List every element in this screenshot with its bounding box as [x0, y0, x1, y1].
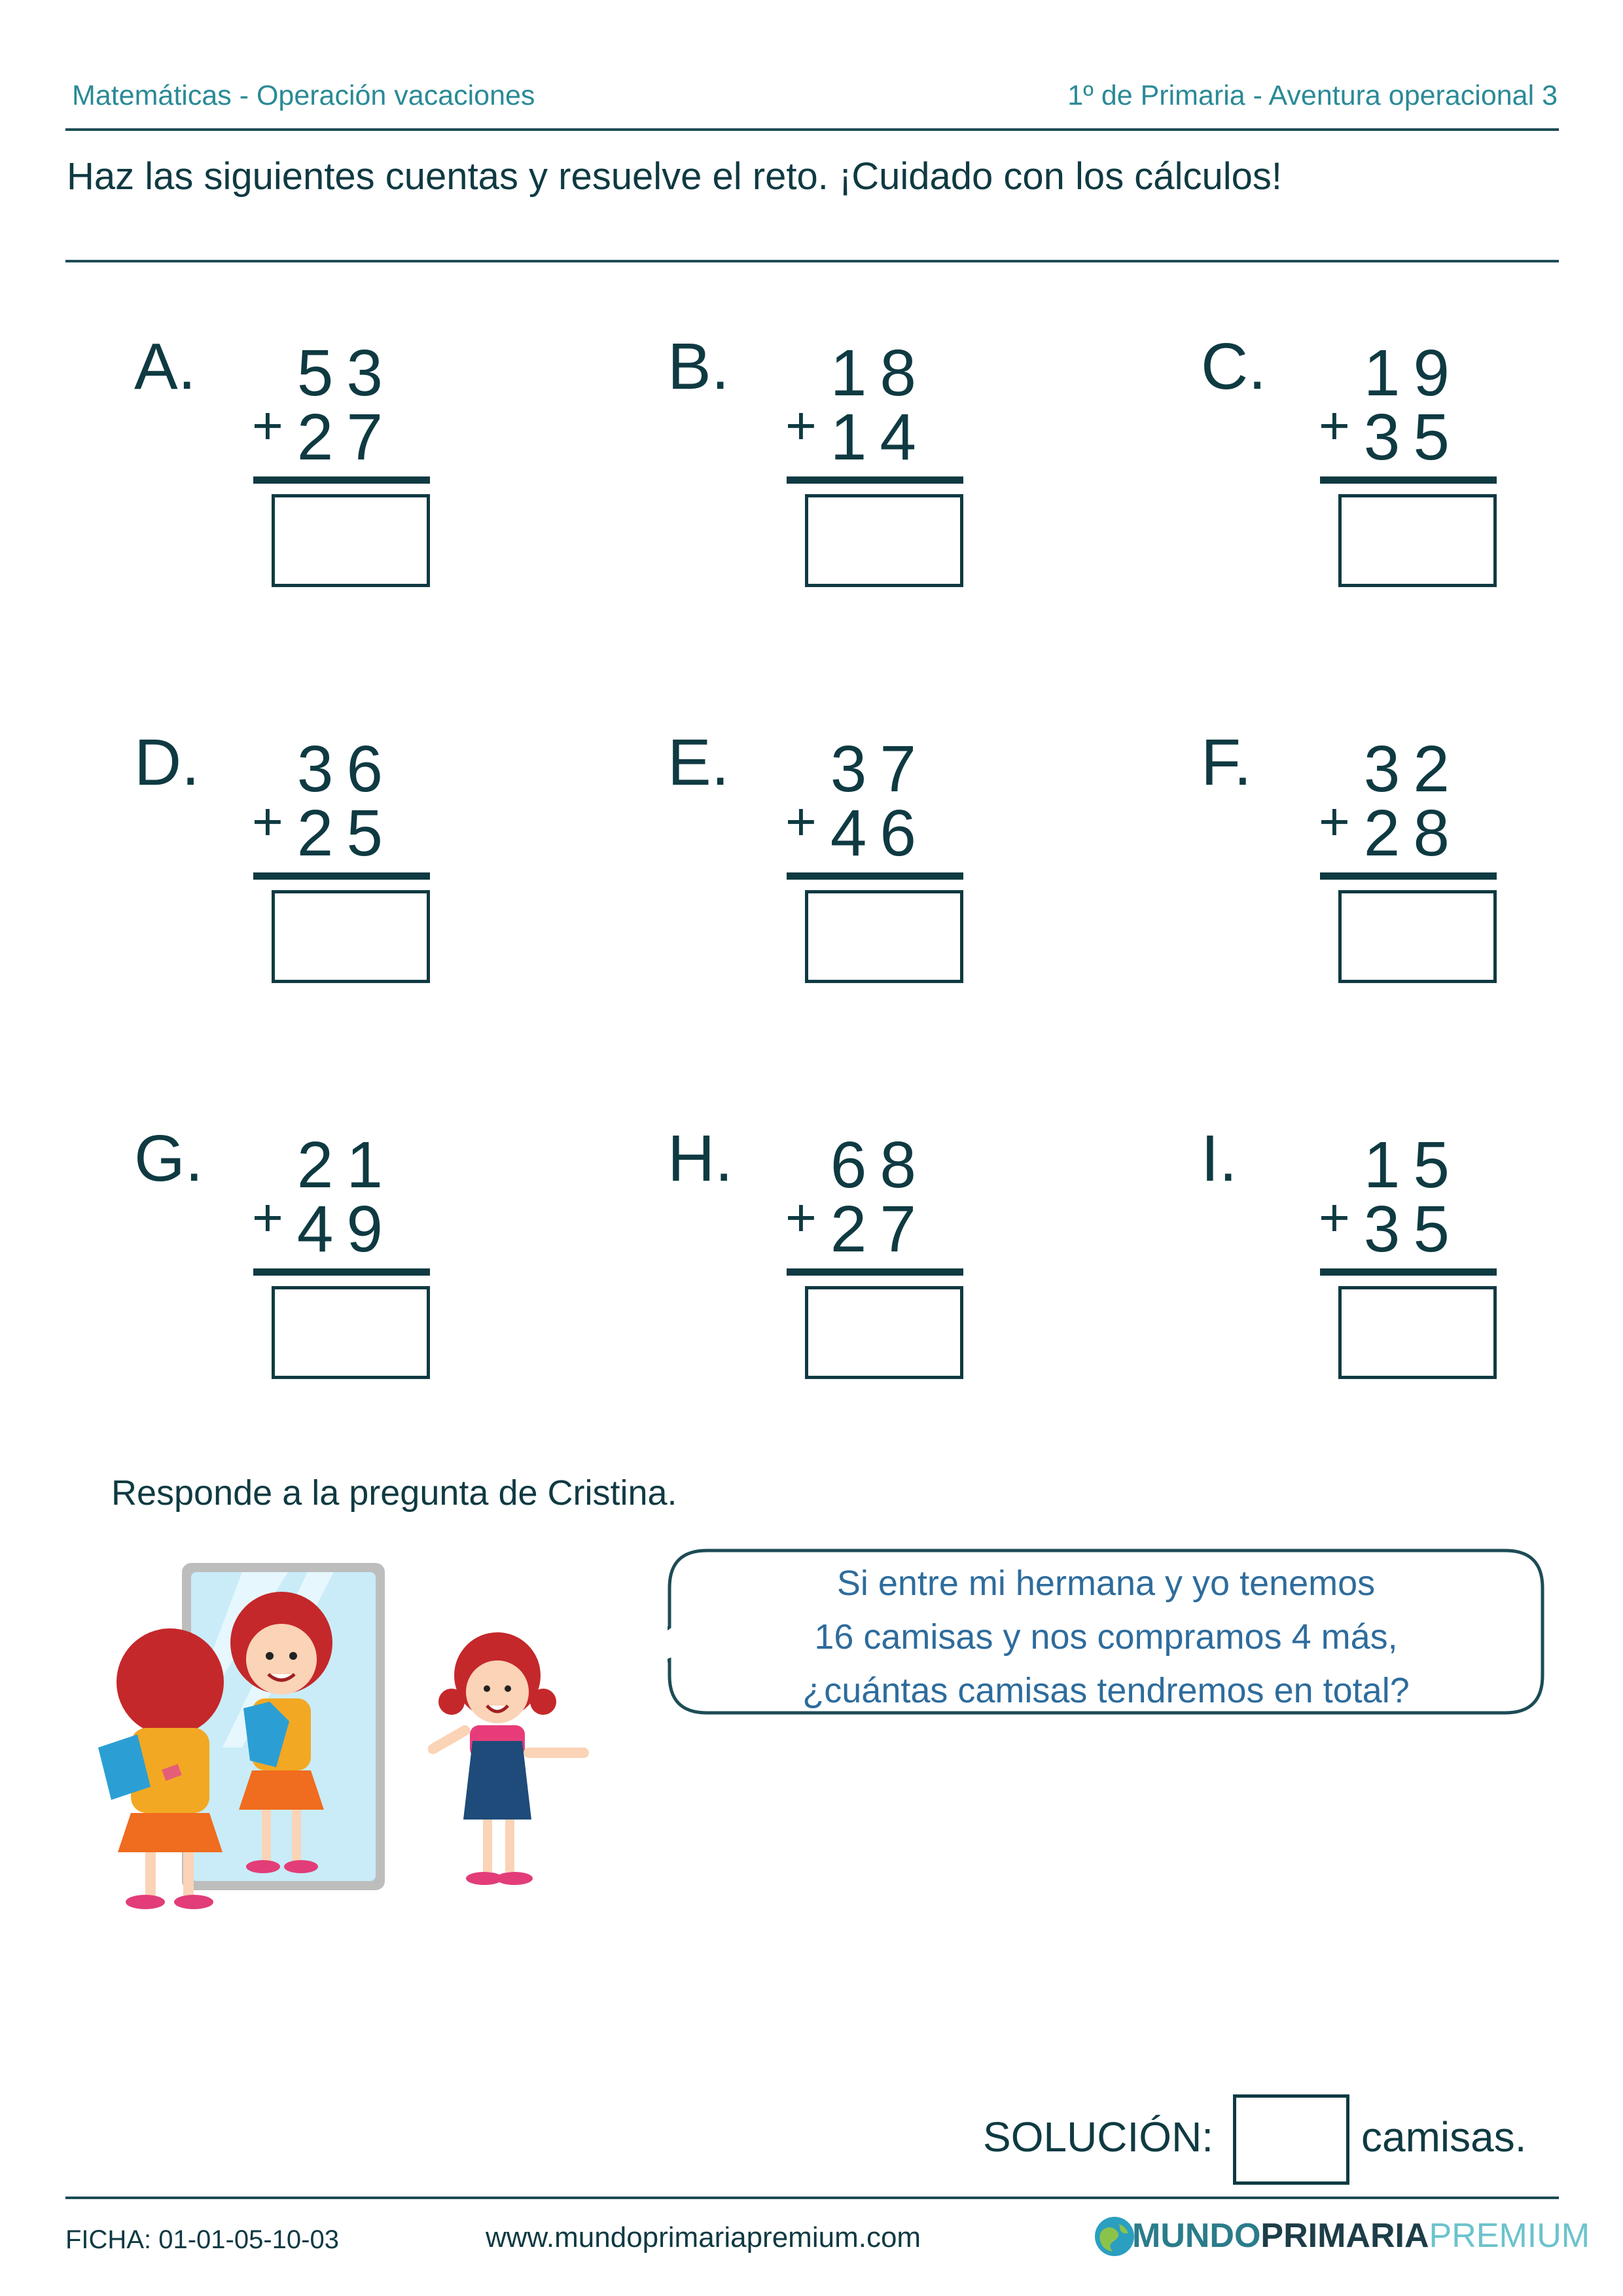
exercise-bottom-number: 35	[1363, 1193, 1463, 1266]
exercise-top-number: 68	[830, 1128, 929, 1202]
exercise-top-number: 21	[296, 1128, 396, 1202]
plus-sign: +	[1319, 396, 1350, 456]
exercise-b	[668, 330, 1126, 635]
exercise-top-number: 32	[1363, 732, 1463, 806]
exercise-a	[134, 330, 592, 635]
exercise-c	[1201, 330, 1623, 635]
exercise-bottom-number: 27	[830, 1193, 929, 1266]
answer-box[interactable]	[272, 494, 430, 587]
exercise-bottom-number: 14	[830, 401, 929, 474]
header-level: 1º de Primaria - Aventura operacional 3	[1067, 80, 1558, 111]
answer-box[interactable]	[1338, 494, 1497, 587]
plus-sign: +	[252, 1188, 283, 1247]
solution-answer-box[interactable]	[1233, 2094, 1349, 2185]
plus-sign: +	[785, 792, 817, 852]
logo-wordmark	[1132, 2216, 1590, 2255]
exercise-h	[668, 1122, 1126, 1427]
footer-rule	[65, 2197, 1559, 2199]
solution-unit: camisas.	[1361, 2113, 1527, 2161]
exercise-top-number: 37	[830, 732, 929, 806]
brand-logo	[1093, 2211, 1590, 2263]
exercise-top-number: 19	[1363, 336, 1463, 410]
exercise-letter: G.	[134, 1122, 204, 1195]
logo-mundo: MUNDO	[1132, 2217, 1261, 2255]
exercise-i	[1201, 1122, 1623, 1427]
exercise-letter: C.	[1201, 330, 1266, 403]
exercise-letter: F.	[1201, 726, 1252, 799]
exercise-top-number: 36	[296, 732, 396, 806]
exercise-letter: I.	[1201, 1122, 1238, 1195]
plus-sign: +	[1319, 1188, 1350, 1247]
plus-sign: +	[1319, 792, 1350, 852]
sum-line	[1320, 872, 1497, 880]
header-subject: Matemáticas - Operación vacaciones	[72, 80, 535, 111]
footer-url: www.mundoprimariapremium.com	[486, 2221, 921, 2253]
exercise-top-number: 18	[830, 336, 929, 410]
logo-premium: PREMIUM	[1429, 2217, 1590, 2255]
speech-bubble-text	[668, 1556, 1544, 1717]
exercise-letter: H.	[668, 1122, 733, 1195]
header-rule	[65, 128, 1559, 131]
exercise-bottom-number: 25	[296, 797, 396, 870]
exercise-bottom-number: 49	[296, 1193, 396, 1266]
plus-sign: +	[252, 792, 283, 852]
exercise-letter: A.	[134, 330, 196, 403]
sum-line	[253, 476, 430, 484]
exercise-top-number: 53	[296, 336, 396, 410]
logo-primaria: PRIMARIA	[1260, 2217, 1429, 2255]
answer-box[interactable]	[272, 1286, 430, 1379]
sum-line	[253, 872, 430, 880]
exercise-e	[668, 726, 1126, 1031]
exercise-letter: E.	[668, 726, 730, 799]
exercise-letter: D.	[134, 726, 200, 799]
sum-line	[253, 1268, 430, 1276]
sum-line	[1320, 1268, 1497, 1276]
answer-box[interactable]	[805, 1286, 963, 1379]
exercise-top-number: 15	[1363, 1128, 1463, 1202]
bubble-line-1: Si entre mi hermana y yo tenemos	[836, 1564, 1376, 1603]
instruction-rule	[65, 260, 1559, 262]
globe-icon	[1093, 2215, 1136, 2258]
answer-box[interactable]	[1338, 1286, 1497, 1379]
exercise-bottom-number: 28	[1363, 797, 1463, 870]
plus-sign: +	[252, 396, 283, 456]
answer-box[interactable]	[272, 890, 430, 983]
exercise-d	[134, 726, 592, 1031]
problem-prompt: Responde a la pregunta de Cristina.	[111, 1473, 677, 1513]
answer-box[interactable]	[805, 494, 963, 587]
solution-label: SOLUCIÓN:	[983, 2113, 1214, 2161]
bubble-line-3: ¿cuántas camisas tendremos en total?	[802, 1671, 1410, 1710]
sum-line	[1320, 476, 1497, 484]
instruction-text: Haz las siguientes cuentas y resuelve el reto. ¡Cuidado con los cálculos!	[67, 155, 1282, 198]
answer-box[interactable]	[805, 890, 963, 983]
exercise-g	[134, 1122, 592, 1427]
plus-sign: +	[785, 396, 817, 456]
exercise-f	[1201, 726, 1623, 1031]
answer-box[interactable]	[1338, 890, 1497, 983]
sum-line	[787, 1268, 963, 1276]
exercise-bottom-number: 27	[296, 401, 396, 474]
exercise-bottom-number: 46	[830, 797, 929, 870]
exercise-bottom-number: 35	[1363, 401, 1463, 474]
exercise-letter: B.	[668, 330, 730, 403]
sum-line	[787, 476, 963, 484]
plus-sign: +	[785, 1188, 817, 1247]
sum-line	[787, 872, 963, 880]
footer-ficha-code: FICHA: 01-01-05-10-03	[65, 2225, 339, 2254]
bubble-line-2: 16 camisas y nos compramos 4 más,	[814, 1617, 1398, 1657]
girls-mirror-illustration	[72, 1551, 596, 1918]
